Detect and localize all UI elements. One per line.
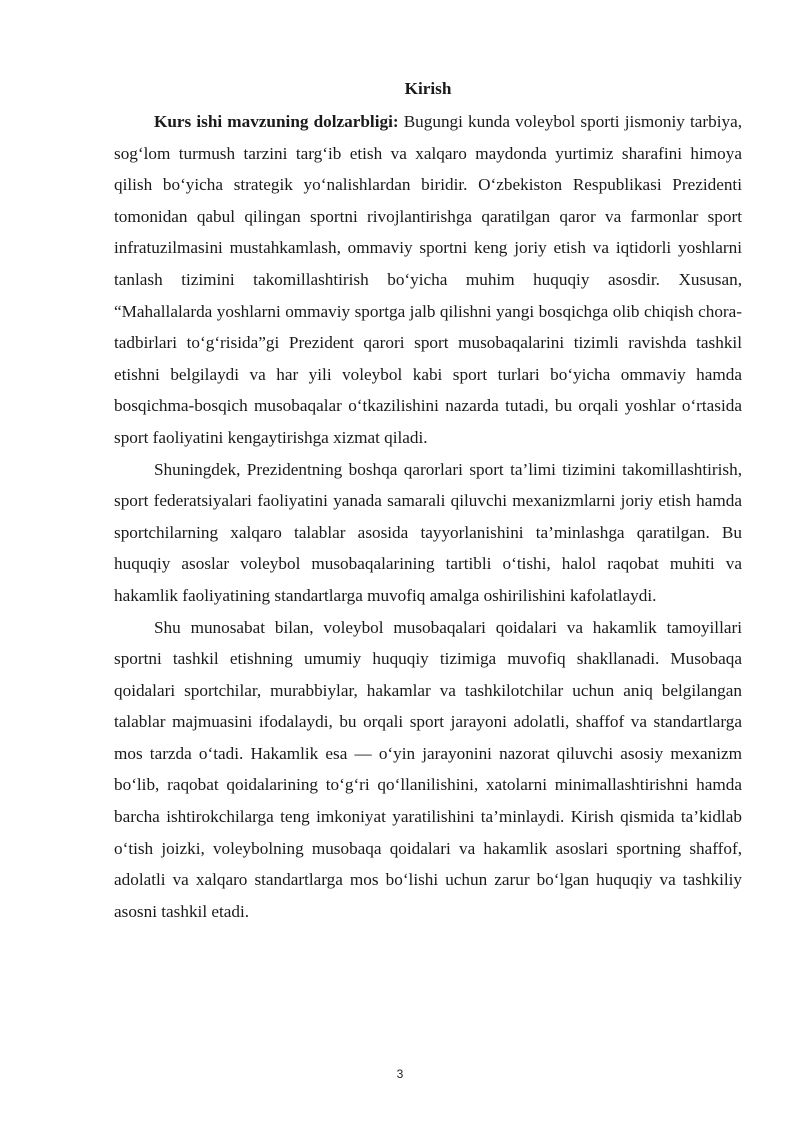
section-title: Kirish (404, 79, 452, 98)
paragraph-relevance (114, 106, 742, 454)
document-body (114, 76, 742, 927)
paragraph-text: Shu munosabat bilan, voleybol musobaqalari qoidalari va hakamlik tamoyillari sportni tashkil etishning umumiy huquqiy tizimiga muvofiq shakllanadi. Musobaqa qoidalari sportchilar, murabbiylar, hakamlar va tashkilotchilar uchun aniq belgilangan talablar majmuasini ifodalaydi, bu orqali sport jarayoni adolatli, shaffof va standartlarga mos tarzda o‘tadi. Hakamlik esa — o‘yin jarayonini nazorat qiluvchi asosiy mexanizm bo‘lib, raqobat qoidalarining to‘g‘ri qo‘llanilishini, xatolarni minimallashtirishni hamda barcha ishtirokchilarga teng imkoniyat yaratilishini ta’minlaydi. Kirish qismida ta’kidlab o‘tish joizki, voleybolning musobaqa qoidalari va hakamlik asoslari sportning shaffof, adolatli va xalqaro standartlarga mos bo‘lishi uchun zarur bo‘lgan huquqiy va tashkiliy asosni tashkil etadi. (114, 617, 742, 921)
paragraph-text: Bugungi kunda voleybol sporti jismoniy tarbiya, sog‘lom turmush tarzini targ‘ib etish va xalqaro maydonda yurtimiz sharafini himoya qilish bo‘yicha strategik yo‘nalishlardan biridir. O‘zbekiston Respublikasi Prezidenti tomonidan qabul qilingan sportni rivojlantirishga qaratilgan qaror va farmonlar sport infratuzilmasini mustahkamlash, ommaviy sportni keng joriy etish va iqtidorli yoshlarni tanlash tizimini takomillashtirish bo‘yicha muhim huquqiy asosdir. Xususan, “Mahallalarda yoshlarni ommaviy sportga jalb qilishni yangi bosqichga olib chiqish chora-tadbirlari to‘g‘risida”gi Prezident qarori sport musobaqalarini tizimli ravishda tashkil etishni belgilaydi va har yili voleybol kabi sport turlari bo‘yicha ommaviy hamda bosqichma-bosqich musobaqalar o‘tkazilishini nazarda tutadi, bu orqali yoshlar o‘rtasida sport faoliyatini kengaytirishga xizmat qiladi. (114, 112, 742, 447)
paragraph-rules (114, 612, 742, 928)
page-number: 3 (396, 1067, 404, 1081)
paragraph-lead: Kurs ishi mavzuning dolzarbligi: (154, 112, 399, 131)
paragraph-decisions (114, 454, 742, 612)
paragraph-text: Shuningdek, Prezidentning boshqa qarorlari sport ta’limi tizimini takomillashtirish, sport federatsiyalari faoliyatini yanada samarali qiluvchi mexanizmlarni joriy etish hamda sportchilarning xalqaro talablar asosida tayyorlanishini ta’minlashga qaratilgan. Bu huquqiy asoslar voleybol musobaqalarining tartibli o‘tishi, halol raqobat muhiti va hakamlik faoliyatining standartlarga muvofiq amalga oshirilishini kafolatlaydi. (114, 459, 742, 605)
